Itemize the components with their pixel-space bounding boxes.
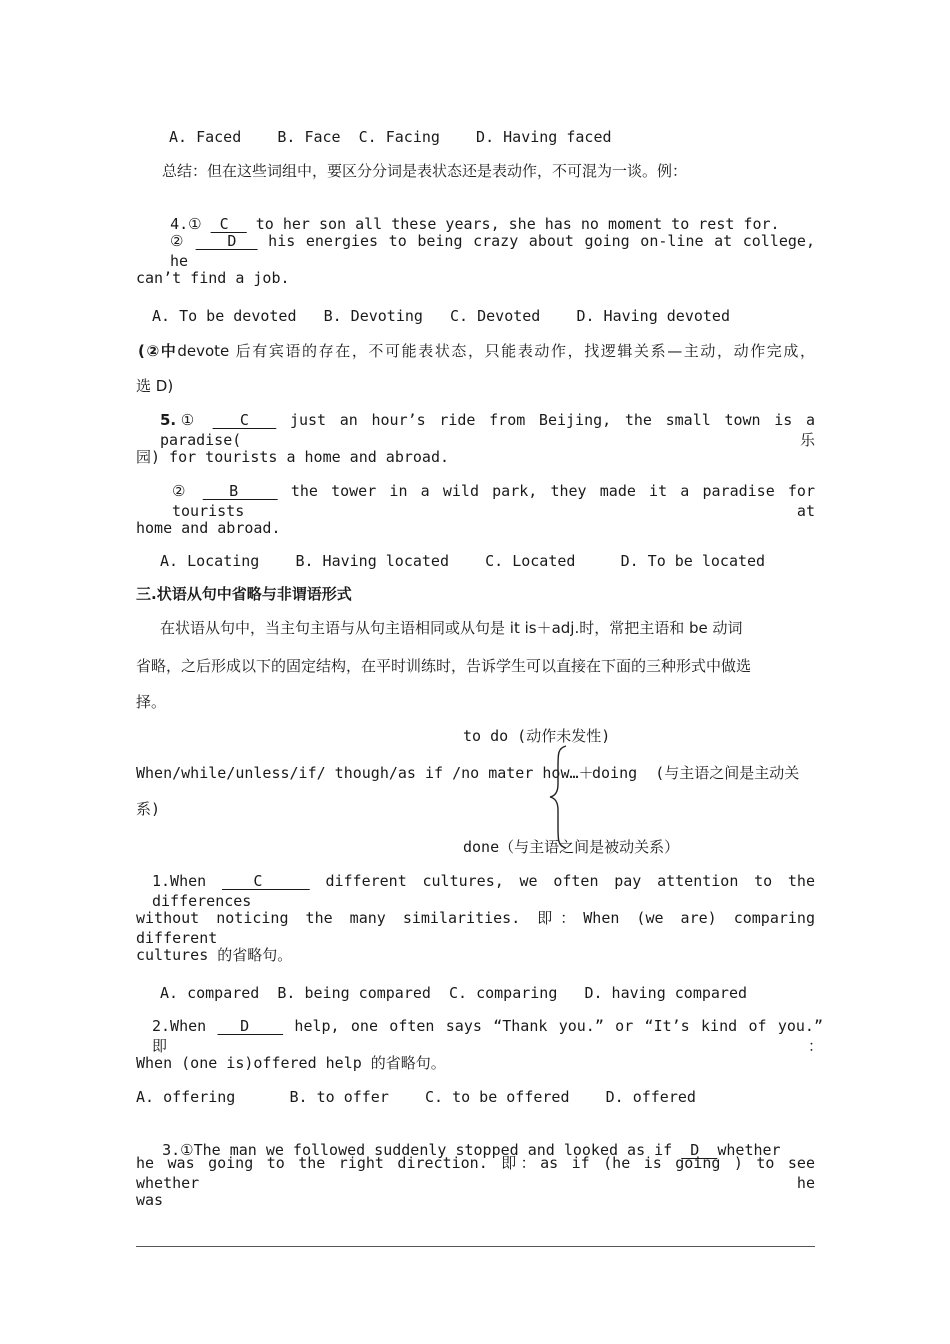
question-number: 4.① <box>170 215 211 233</box>
sub-number: ② <box>170 232 196 250</box>
question-number: 1.When <box>152 872 222 890</box>
question-text: help, one often says “Thank you.” or “It’s kind of you.” 即： <box>152 1017 823 1055</box>
form-doing-cont: 系) <box>136 800 161 818</box>
question-4-1 <box>152 194 780 234</box>
question-text: just an hour’s ride from Beijing, the small town is a paradise(乐 <box>160 411 815 449</box>
answer-blank: C <box>221 872 310 890</box>
curly-brace-icon <box>546 744 576 850</box>
form-done: done（与主语之间是被动关系） <box>463 838 680 856</box>
question-ellipsis-3-end: was <box>136 1191 164 1209</box>
question-ellipsis-3-cont: he was going to the right direction. 即：as if (he is going ) to see whether he <box>136 1154 815 1192</box>
answer-blank: D <box>681 1141 718 1159</box>
answer-blank: B <box>202 482 278 500</box>
question-5-1 <box>160 410 815 450</box>
choice-line-compared: A. compared B. being compared C. comparing D. having compared <box>160 984 747 1002</box>
question-ellipsis-1-note: cultures 的省略句。 <box>136 946 293 964</box>
question-number: 5. <box>160 411 177 429</box>
section-heading: 三.状语从句中省略与非谓语形式 <box>136 585 352 603</box>
explanation-text: devote 后有宾语的存在，不可能表状态，只能表动作，找逻辑关系—主动，动作完成， <box>177 342 815 360</box>
section-intro-2: 省略，之后形成以下的固定结构，在平时训练时，告诉学生可以直接在下面的三种形式中做选 <box>136 657 752 675</box>
conjunction-list: When/while/unless/if/ though/as if /no mater how…＋ <box>136 764 594 782</box>
explanation-lead: (②中 <box>138 342 178 360</box>
choice-line-offered: A. offering B. to offer C. to be offered D. offered <box>136 1088 696 1106</box>
footer-divider <box>136 1246 815 1247</box>
explanation-line-2: 选 D) <box>136 377 174 395</box>
question-text-end: whether <box>717 1141 781 1159</box>
section-intro-1: 在状语从句中，当主句主语与从句主语相同或从句是 it is＋adj.时，常把主语和 be 动词 <box>160 619 743 637</box>
question-5-2 <box>172 481 815 521</box>
question-ellipsis-2 <box>152 1016 823 1056</box>
question-text: 3.①The man we followed suddenly stopped and looked as if <box>162 1141 682 1159</box>
answer-blank: D <box>217 1017 284 1035</box>
choice-line-located: A. Locating B. Having located C. Located D. To be located <box>160 552 766 570</box>
choice-line-faced: A. Faced B. Face C. Facing D. Having faced <box>169 128 612 146</box>
summary-note: 总结：但在这些词组中，要区分分词是表状态还是表动作，不可混为一谈。例： <box>162 162 688 180</box>
section-intro-3: 择。 <box>136 693 167 711</box>
question-ellipsis-2-note: When (one is)offered help 的省略句。 <box>136 1054 446 1072</box>
question-ellipsis-1-cont: without noticing the many similarities. 即：When (we are) comparing different <box>136 909 815 947</box>
question-text: different cultures, we often pay attention to the differences <box>152 872 815 910</box>
sub-number: ① <box>176 411 213 429</box>
answer-blank: C <box>210 215 247 233</box>
answer-blank: D <box>195 232 258 250</box>
question-text: his energies to being crazy about going on-line at college, he <box>170 232 815 270</box>
choice-line-devoted: A. To be devoted B. Devoting C. Devoted D. Having devoted <box>152 307 730 325</box>
question-4-2 <box>170 231 815 271</box>
explanation-line-1 <box>138 341 815 361</box>
question-5-1-cont: 园) for tourists a home and abroad. <box>136 448 450 466</box>
form-to-do: to do (动作未发性) <box>463 727 611 745</box>
question-number: 2.When <box>152 1017 218 1035</box>
question-text: the tower in a wild park, they made it a paradise for tourists at <box>172 482 815 520</box>
question-5-2-cont: home and abroad. <box>136 519 281 537</box>
question-text: to her son all these years, she has no moment to rest for. <box>246 215 780 233</box>
form-doing: doing (与主语之间是主动关 <box>592 764 800 782</box>
question-ellipsis-1 <box>152 871 815 911</box>
answer-blank: C <box>212 411 277 429</box>
question-4-2-cont: can’t find a job. <box>136 269 290 287</box>
sub-number: ② <box>172 482 203 500</box>
